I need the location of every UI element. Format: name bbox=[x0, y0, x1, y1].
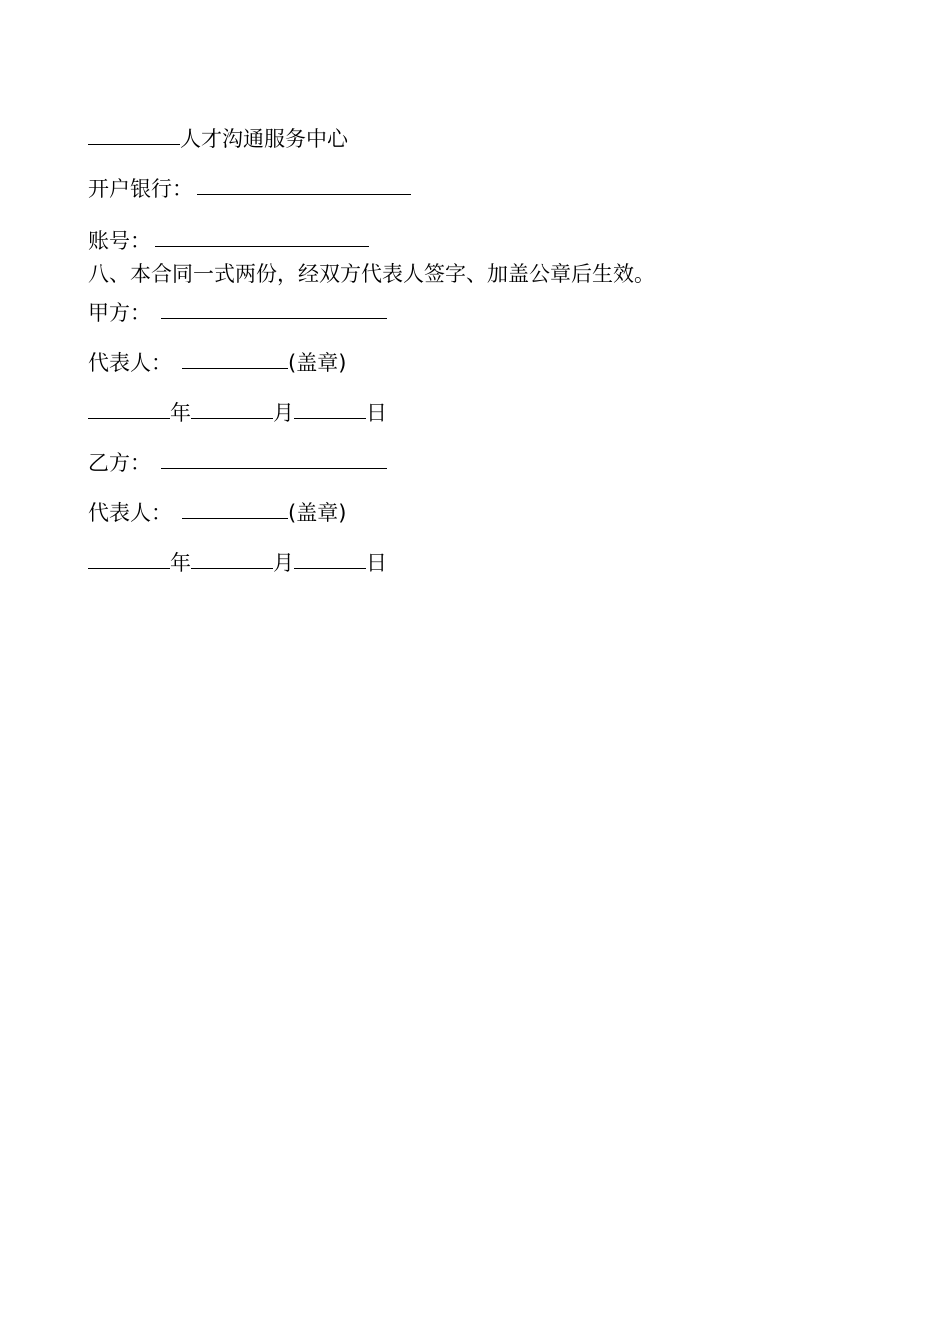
account-blank[interactable] bbox=[155, 224, 369, 247]
year-label: 年 bbox=[170, 551, 191, 575]
party-b-date-line bbox=[88, 547, 387, 576]
org-suffix: 人才沟通服务中心 bbox=[180, 127, 348, 151]
party-a-date-line bbox=[88, 397, 387, 426]
party-b-month-blank[interactable] bbox=[191, 546, 273, 569]
bank-line bbox=[88, 173, 411, 202]
representative-label: 代表人： bbox=[88, 351, 172, 375]
party-a-day-blank[interactable] bbox=[294, 396, 366, 419]
party-a-year-blank[interactable] bbox=[88, 396, 170, 419]
month-label: 月 bbox=[273, 551, 294, 575]
party-a-representative-line bbox=[88, 347, 346, 376]
party-a-line bbox=[88, 297, 387, 326]
org-name-blank[interactable] bbox=[88, 122, 180, 145]
party-b-representative-line bbox=[88, 497, 346, 526]
representative-label: 代表人： bbox=[88, 501, 172, 525]
party-b-label: 乙方： bbox=[88, 451, 151, 475]
clause-eight-text: 八、本合同一式两份，经双方代表人签字、加盖公章后生效。 bbox=[88, 262, 655, 286]
party-b-year-blank[interactable] bbox=[88, 546, 170, 569]
party-b-line bbox=[88, 447, 387, 476]
party-b-day-blank[interactable] bbox=[294, 546, 366, 569]
party-a-label: 甲方： bbox=[88, 301, 151, 325]
clause-eight bbox=[88, 261, 655, 287]
year-label: 年 bbox=[170, 401, 191, 425]
party-a-month-blank[interactable] bbox=[191, 396, 273, 419]
account-line bbox=[88, 225, 369, 254]
party-a-blank[interactable] bbox=[161, 296, 387, 319]
party-b-blank[interactable] bbox=[161, 446, 387, 469]
org-name-line bbox=[88, 123, 348, 152]
account-label: 账号： bbox=[88, 229, 151, 253]
seal-note: (盖章) bbox=[288, 501, 347, 525]
day-label: 日 bbox=[366, 401, 387, 425]
bank-blank[interactable] bbox=[197, 172, 411, 195]
party-b-representative-blank[interactable] bbox=[182, 496, 288, 519]
month-label: 月 bbox=[273, 401, 294, 425]
bank-label: 开户银行： bbox=[88, 177, 193, 201]
day-label: 日 bbox=[366, 551, 387, 575]
party-a-representative-blank[interactable] bbox=[182, 346, 288, 369]
seal-note: (盖章) bbox=[288, 351, 347, 375]
